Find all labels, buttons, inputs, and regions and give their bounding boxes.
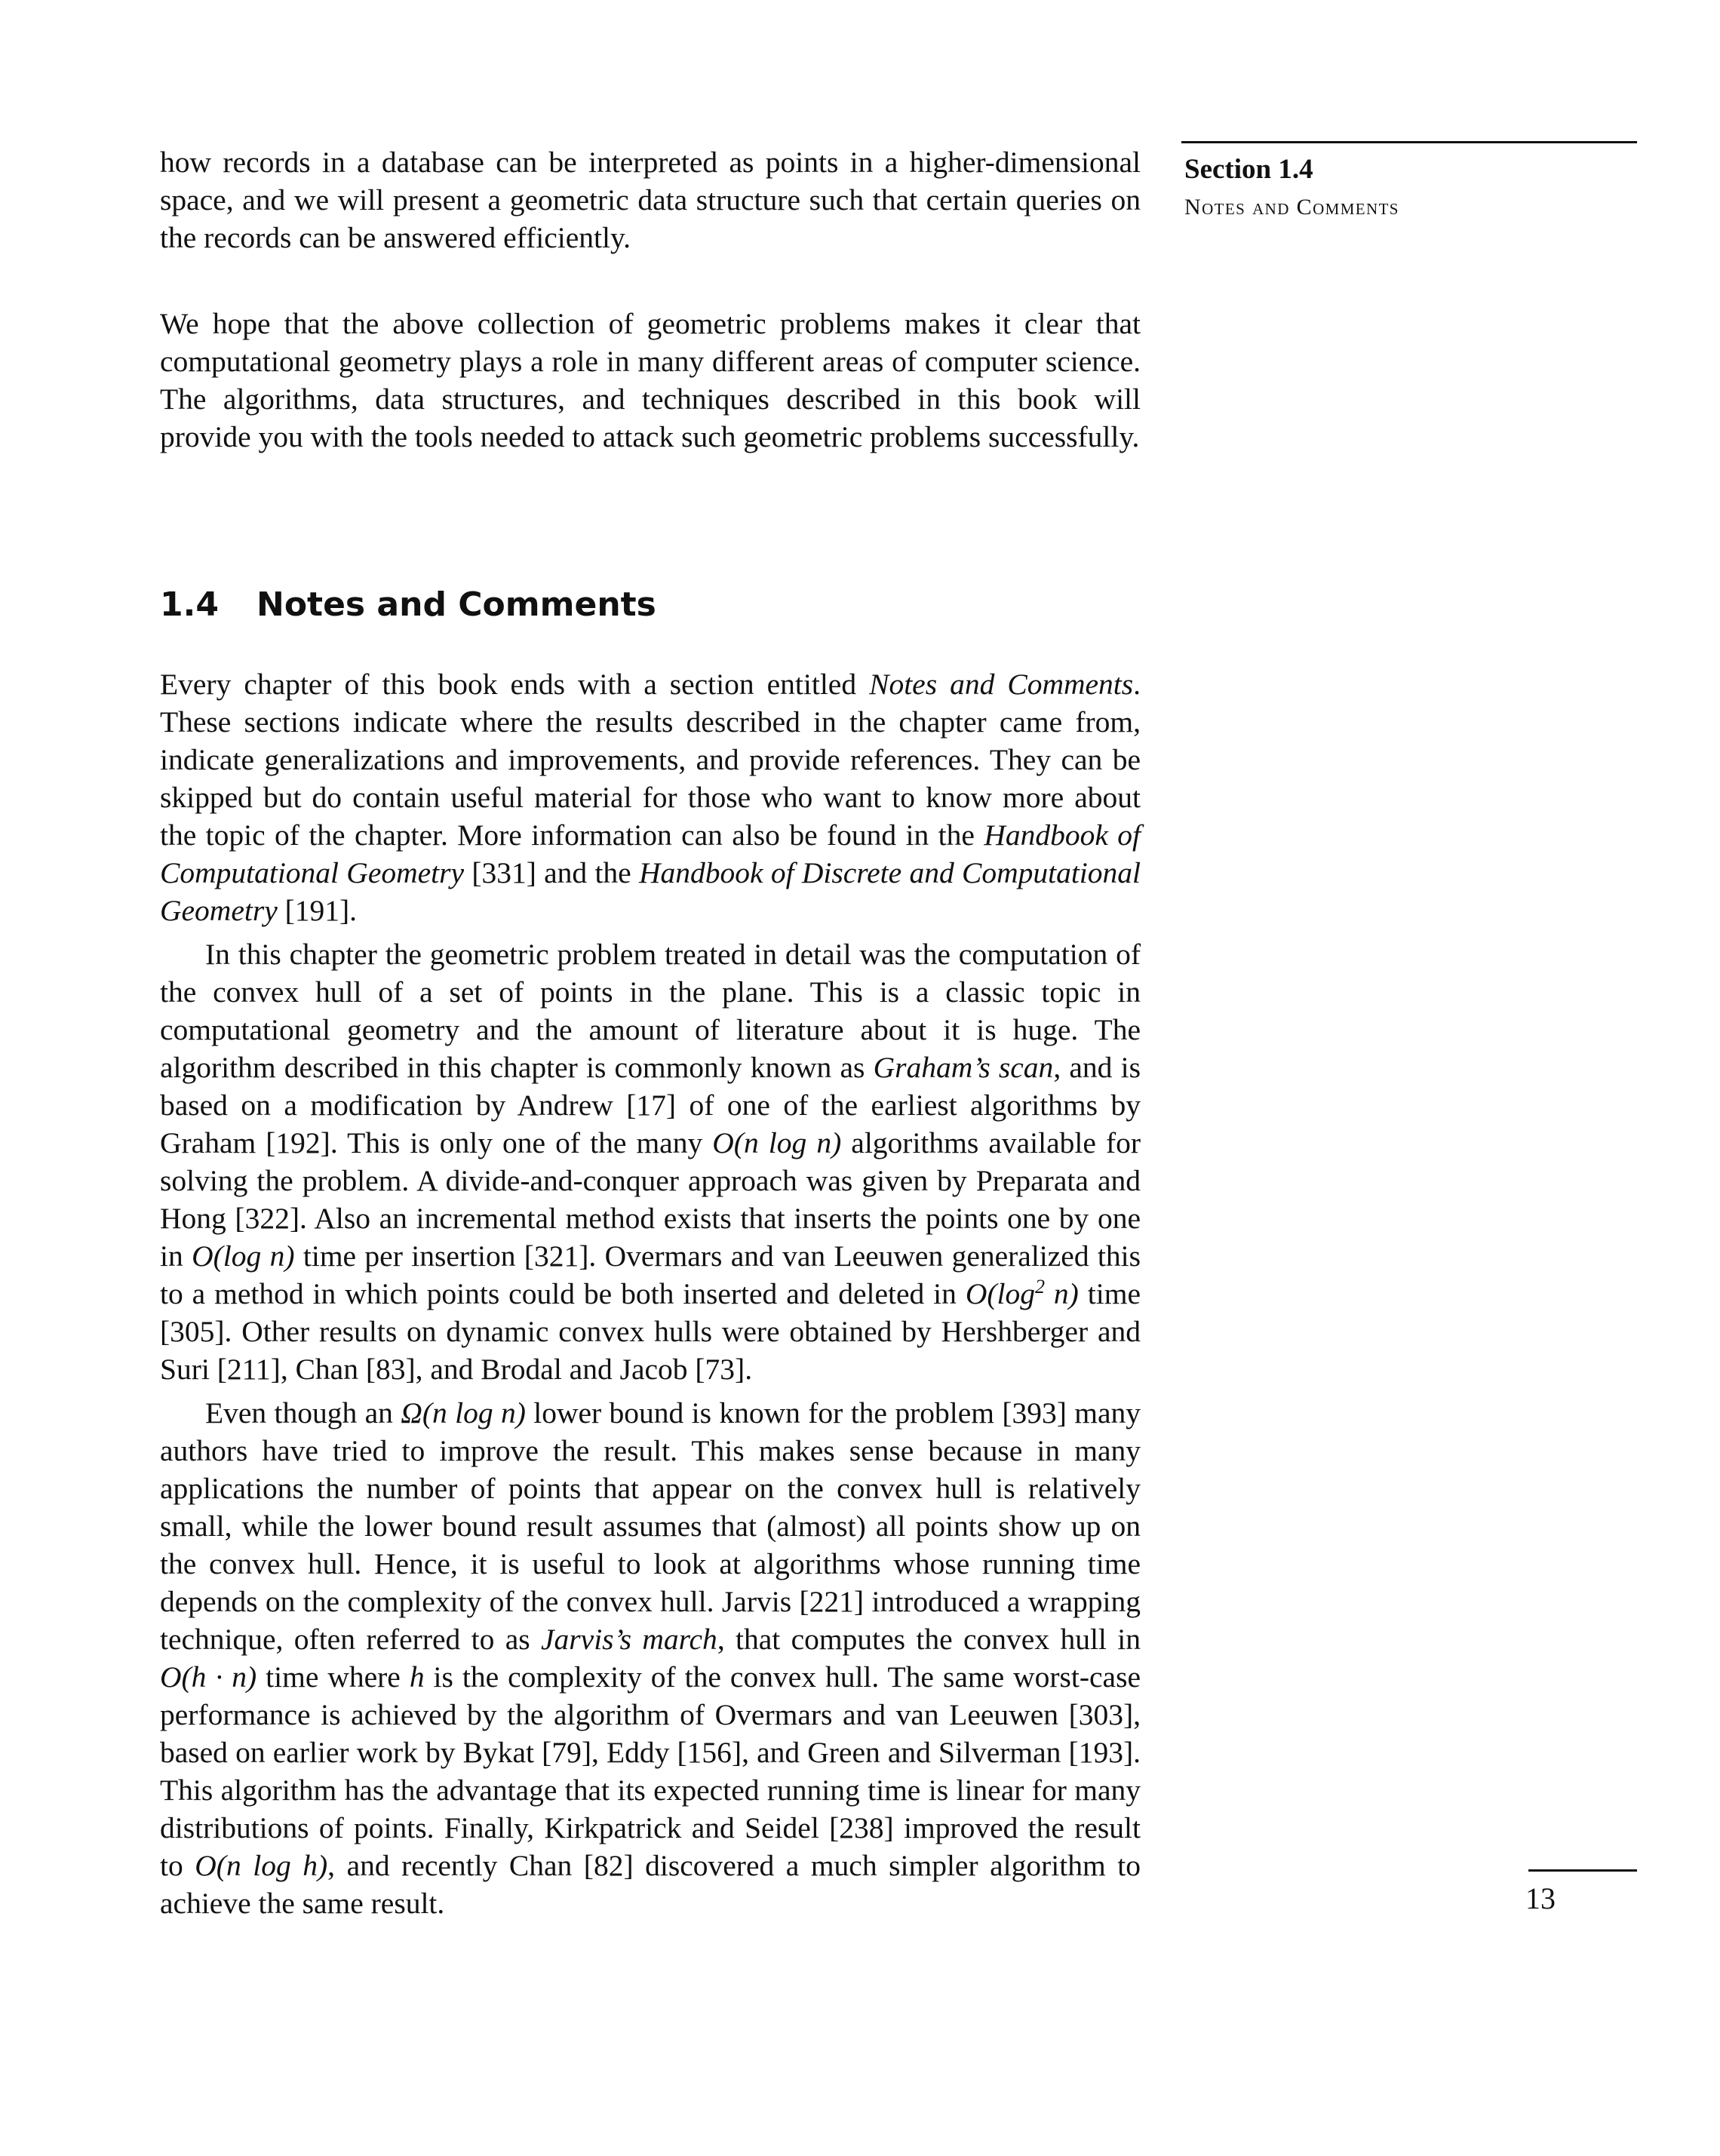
margin-top-rule <box>1181 141 1637 143</box>
notes-paragraph-3 <box>160 1394 1141 1922</box>
italic-title-notes-and-comments: Notes and Comments <box>869 668 1134 701</box>
text-run: , and is based on a modification by Andrew [17] of one of the earliest algorithms by Graham [192]. This is only one of the many <box>160 1051 1141 1159</box>
math-superscript: 2 <box>1035 1276 1045 1298</box>
intro-paragraph-1: how records in a database can be interpreted as points in a higher-dimensional space, and we will present a geometric data structure such that certain queries on the records can be answered efficiently. <box>160 146 1141 254</box>
page-number: 13 <box>1525 1881 1556 1915</box>
math-expression: O(n log h) <box>195 1849 328 1882</box>
text-run: In this chapter the geometric problem treated in detail was the computation of the convex hull of a set of points in the plane. This is a classic topic in computational geometry and the amount of literature about it is huge. The algorithm described in this chapter is commonly known as <box>160 938 1141 1084</box>
section-heading <box>160 584 656 626</box>
text-run: Even though an <box>205 1396 401 1430</box>
math-expression: O(log n) <box>192 1239 295 1273</box>
text-run: time per insertion [321]. Overmars and van Leeuwen generalized this to a method in which points could be both inserted and deleted in <box>160 1239 1141 1310</box>
text-run: time [305]. Other results on dynamic convex hulls were obtained by Hershberger and Suri [211], Chan [83], and Brodal and Jacob [73]. <box>160 1277 1141 1386</box>
intro-text <box>160 143 1141 456</box>
text-run: is the complexity of the convex hull. The same worst-case performance is achieved by the algorithm of Overmars and van Leeuwen [303], based on earlier work by Bykat [79], Eddy [156], and Green and Silverman [193]. This algorithm has the advantage that its expected running time is linear for many distributions of points. Finally, Kirkpatrick and Seidel [238] improved the result to <box>160 1660 1141 1882</box>
math-part: O(log <box>965 1277 1035 1310</box>
math-expression <box>966 1277 1079 1310</box>
section-number: 1.4 <box>160 585 219 624</box>
text-run: [331] and the <box>464 856 639 889</box>
text-run: , that computes the convex hull in <box>717 1623 1141 1656</box>
intro-paragraph-2: We hope that the above collection of geometric problems makes it clear that computational geometry plays a role in many different areas of computer science. The algorithms, data structures, and techniques described in this book will provide you with the tools needed to attack such geometric problems successfully. <box>160 307 1141 453</box>
section-title: Notes and Comments <box>256 585 656 624</box>
text-run: time where <box>256 1660 410 1694</box>
math-part: n) <box>1045 1277 1079 1310</box>
notes-paragraph-2 <box>160 935 1141 1388</box>
italic-term: Jarvis’s march <box>541 1623 717 1656</box>
margin-section-subtitle: Notes and Comments <box>1184 195 1399 220</box>
italic-book-title: Handbook of Computational Geometry <box>160 818 1141 889</box>
margin-bottom-rule <box>1528 1869 1637 1872</box>
margin-section-label: Section 1.4 <box>1184 154 1313 185</box>
notes-text <box>160 665 1141 1922</box>
text-run: , and recently Chan [82] discovered a much simpler algorithm to achieve the same result. <box>160 1849 1141 1920</box>
math-expression: Ω(n log n) <box>401 1396 526 1430</box>
italic-book-title: Handbook of Discrete and Computational Geometry <box>160 856 1141 927</box>
italic-term: Graham’s scan <box>873 1051 1054 1084</box>
text-run: lower bound is known for the problem [393] many authors have tried to improve the result. This makes sense because in many applications the number of points that appear on the convex hull is relatively small, while the lower bound result assumes that (almost) all points show up on the convex hull. Hence, it is useful to look at algorithms whose running time depends on the complexity of the convex hull. Jarvis [221] introduced a wrapping technique, often referred to as <box>160 1396 1141 1656</box>
text-run: . These sections indicate where the results described in the chapter came from, indicate generalizations and improvements, and provide references. They can be skipped but do contain useful material for those who want to know more about the topic of the chapter. More information can also be found in the <box>160 668 1141 852</box>
math-expression: O(n log n) <box>712 1126 842 1159</box>
math-variable: h <box>409 1660 425 1694</box>
text-run: algorithms available for solving the problem. A divide-and-conquer approach was given by Preparata and Hong [322]. Also an incremental method exists that inserts the points one by one in <box>160 1126 1141 1273</box>
text-run: [191]. <box>277 894 358 927</box>
notes-paragraph-1 <box>160 665 1141 929</box>
math-expression: O(h · n) <box>160 1660 257 1694</box>
text-run: Every chapter of this book ends with a section entitled <box>160 668 870 701</box>
